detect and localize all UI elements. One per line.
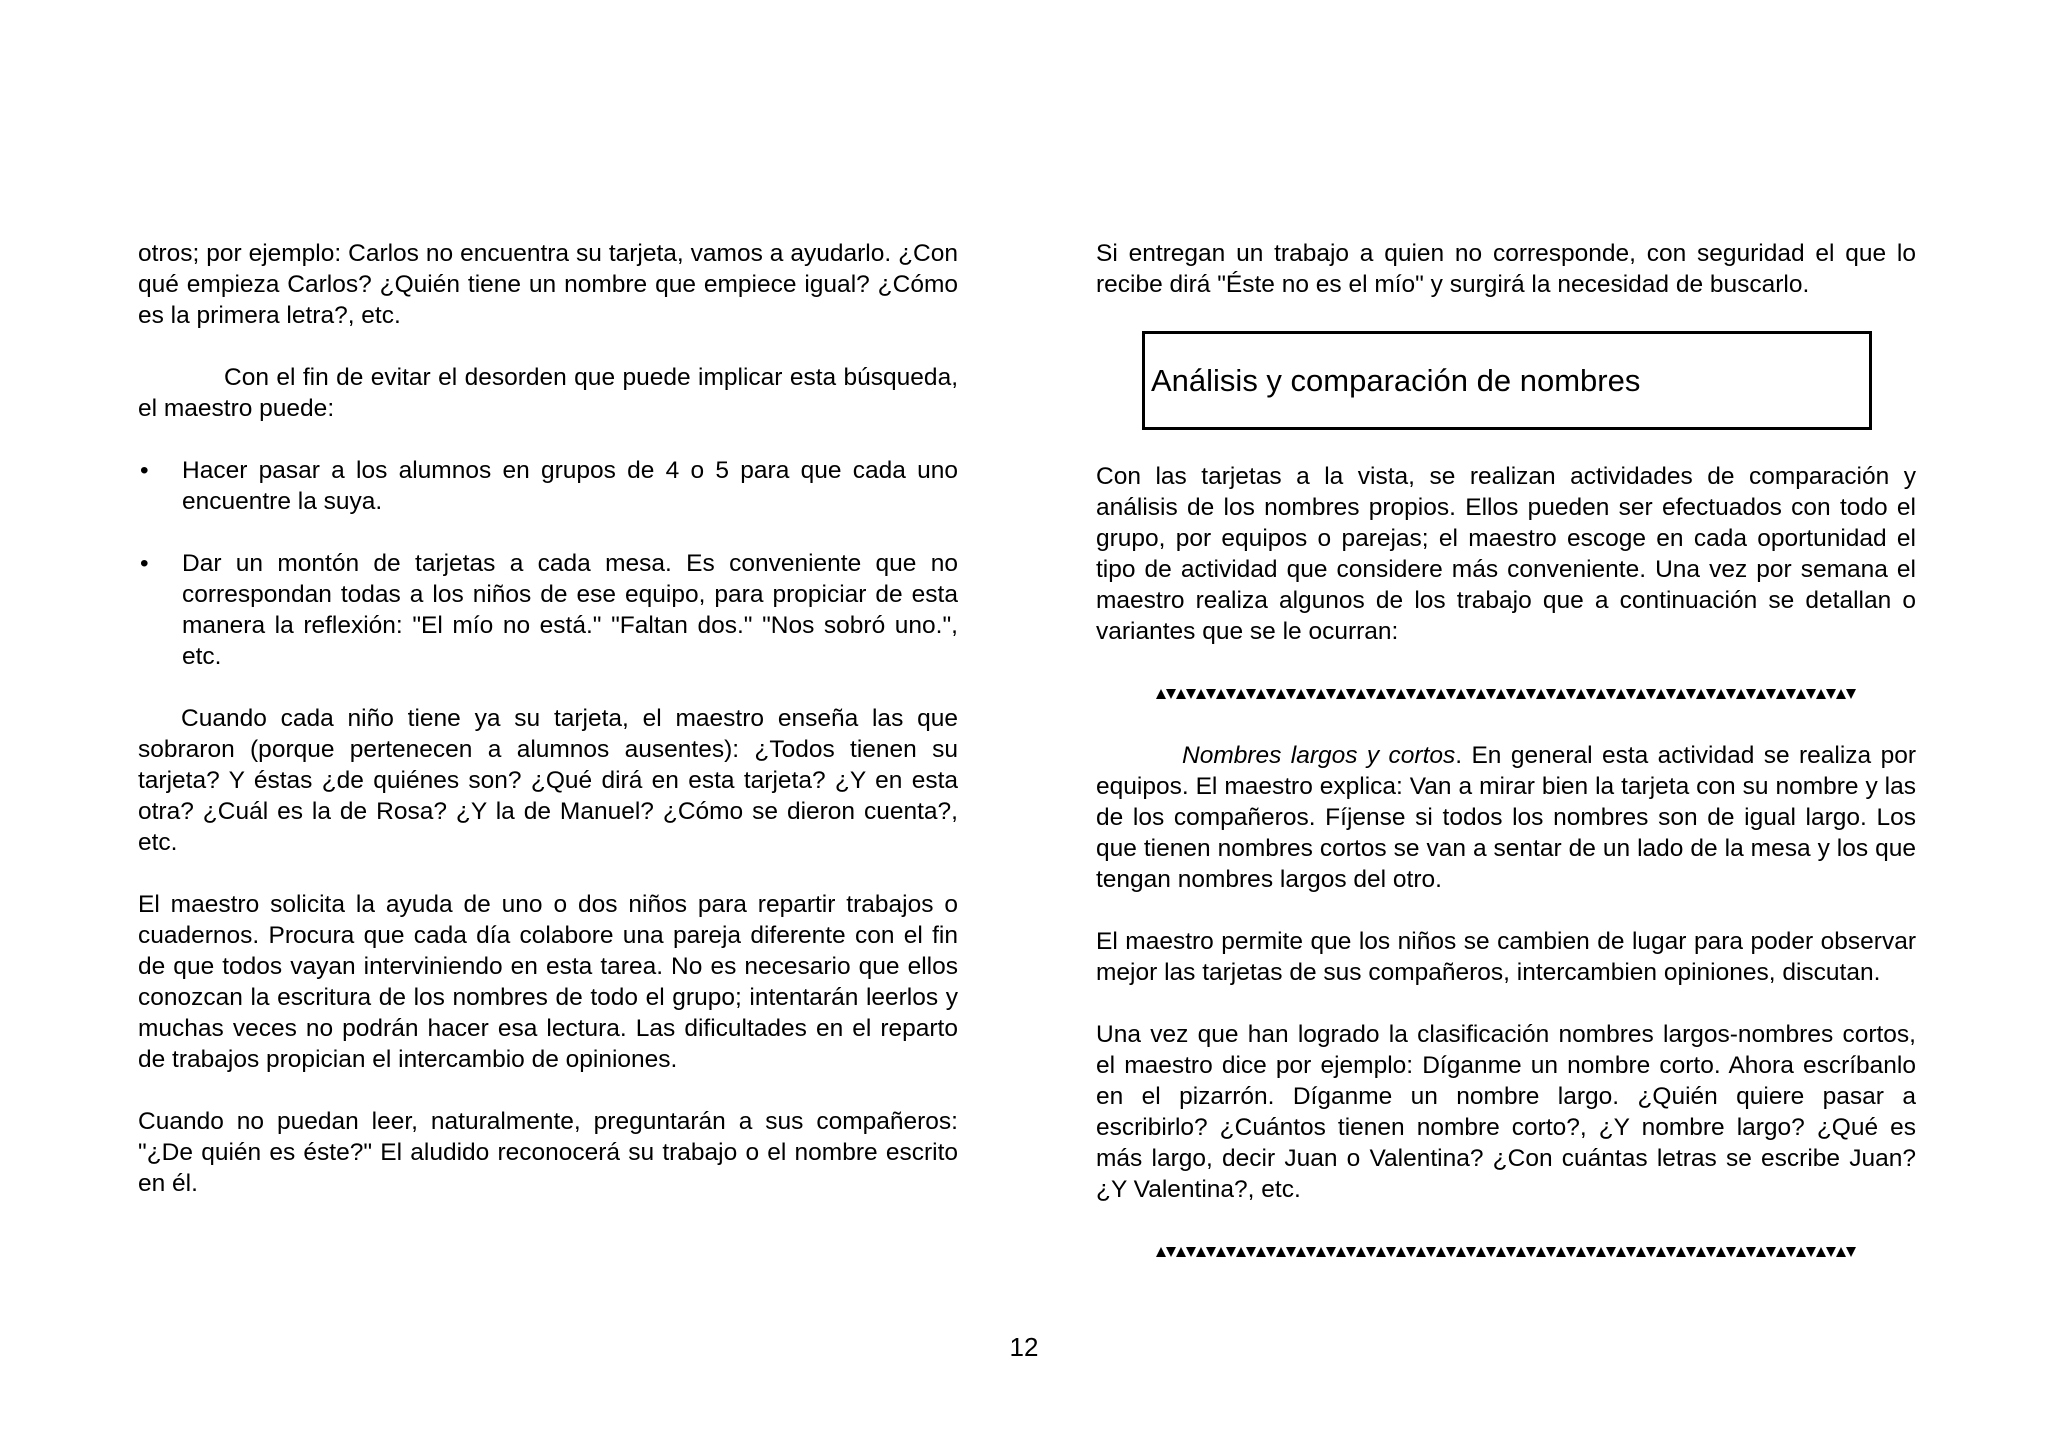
divider-triangle <box>1156 1247 1166 1257</box>
divider-triangle <box>1676 1247 1686 1257</box>
list-item-text: Dar un montón de tarjetas a cada mesa. Es conveniente que no correspondan todas a los niños de ese equipo, para propiciar de esta manera la reflexión: "El mío no está." "Faltan dos." "Nos sobró uno.", etc. <box>182 550 958 670</box>
divider-triangle <box>1236 689 1246 699</box>
divider-triangle <box>1196 1247 1206 1257</box>
divider-triangle <box>1496 1247 1506 1257</box>
divider-triangle <box>1296 689 1306 699</box>
alternating-triangles-divider-icon <box>1096 1236 1916 1267</box>
divider-triangle <box>1336 1247 1346 1257</box>
list-item-text: Hacer pasar a los alumnos en grupos de 4 o 5 para que cada uno encuentre la suya. <box>182 457 958 515</box>
divider-triangle <box>1326 689 1336 699</box>
divider-triangle <box>1206 689 1216 699</box>
divider-triangle <box>1566 1247 1576 1257</box>
divider-triangle <box>1716 1247 1726 1257</box>
divider-triangle <box>1826 1247 1836 1257</box>
divider-triangle <box>1486 1247 1496 1257</box>
divider-triangle <box>1426 1247 1436 1257</box>
divider-triangle <box>1466 1247 1476 1257</box>
divider-triangle <box>1476 689 1486 699</box>
divider-triangle <box>1156 689 1166 699</box>
divider-triangle <box>1226 689 1236 699</box>
paragraph-comparison-intro: Con las tarjetas a la vista, se realizan actividades de comparación y análisis de los nombres propios. Ellos pueden ser efectuados con todo el grupo, por equipos o parejas; el maestro escoge en cada oportunidad el tipo de actividad que considere más conveniente. Una vez por semana el maestro realiza algunos de los trabajo que a continuación se detallan o variantes que se le ocurran: <box>1096 463 1916 645</box>
divider-triangle <box>1646 1247 1656 1257</box>
divider-triangle <box>1266 1247 1276 1257</box>
divider-triangle <box>1726 1247 1736 1257</box>
divider-triangle <box>1176 689 1186 699</box>
divider-triangle <box>1396 1247 1406 1257</box>
divider-triangle <box>1766 1247 1776 1257</box>
divider-triangle <box>1656 1247 1666 1257</box>
divider-triangle <box>1226 1247 1236 1257</box>
divider-triangle <box>1516 689 1526 699</box>
divider-triangle <box>1526 1247 1536 1257</box>
divider-triangle <box>1696 1247 1706 1257</box>
divider-triangle <box>1166 689 1176 699</box>
divider-triangle <box>1436 1247 1446 1257</box>
divider-triangle <box>1436 689 1446 699</box>
divider-triangle <box>1816 1247 1826 1257</box>
divider-triangle <box>1546 1247 1556 1257</box>
divider-triangle <box>1676 689 1686 699</box>
divider-triangle <box>1636 689 1646 699</box>
divider-triangle <box>1506 689 1516 699</box>
divider-triangle <box>1626 1247 1636 1257</box>
paragraph-continuation: otros; por ejemplo: Carlos no encuentra su tarjeta, vamos a ayudarlo. ¿Con qué empieza Carlos? ¿Quién tiene un nombre que empiece igual? ¿Cómo es la primera letra?, etc. <box>138 240 958 329</box>
divider-triangle <box>1796 689 1806 699</box>
divider-triangle <box>1516 1247 1526 1257</box>
divider-triangle <box>1246 1247 1256 1257</box>
divider-triangle <box>1626 689 1636 699</box>
divider-triangle <box>1846 689 1856 699</box>
paragraph-long-short-names <box>1096 740 1916 895</box>
divider-triangle <box>1346 1247 1356 1257</box>
divider-triangle <box>1646 689 1656 699</box>
divider-triangle <box>1616 689 1626 699</box>
divider-triangle <box>1786 1247 1796 1257</box>
divider-triangle <box>1306 1247 1316 1257</box>
divider-triangle <box>1376 1247 1386 1257</box>
divider-triangle <box>1736 1247 1746 1257</box>
divider-triangle <box>1726 689 1736 699</box>
divider-triangle <box>1316 689 1326 699</box>
paragraph-classification: Una vez que han logrado la clasificación nombres largos-nombres cortos, el maestro dice por ejemplo: Díganme un nombre corto. Ahora escríbanlo en el pizarrón. Díganme un nombre largo. ¿Quién quiere pasar a escribirlo? ¿Cuántos tienen nombre corto?, ¿Y nombre largo? ¿Qué es más largo, decir Juan o Valentina? ¿Con cuántas letras se escribe Juan? ¿Y Valentina?, etc. <box>1096 1021 1916 1203</box>
divider-triangle <box>1216 689 1226 699</box>
divider-triangle <box>1826 689 1836 699</box>
divider-triangle <box>1406 689 1416 699</box>
list-item <box>138 455 958 517</box>
alternating-triangles-divider-icon <box>1096 678 1916 709</box>
paragraph-leftover-cards: Cuando cada niño tiene ya su tarjeta, el maestro enseña las que sobraron (porque pertenecen a alumnos ausentes): ¿Todos tienen su tarjeta? Y éstas ¿de quiénes son? ¿Qué dirá en esta tarjeta? ¿Y en esta otra? ¿Cuál es la de Rosa? ¿Y la de Manuel? ¿Cómo se dieron cuenta?, etc. <box>138 705 958 856</box>
divider-triangle <box>1526 689 1536 699</box>
divider-triangle <box>1196 689 1206 699</box>
divider-triangle <box>1186 1247 1196 1257</box>
divider-triangle <box>1266 689 1276 699</box>
divider-triangle <box>1446 1247 1456 1257</box>
divider-triangle <box>1606 689 1616 699</box>
divider-triangle <box>1286 689 1296 699</box>
divider-triangle <box>1736 689 1746 699</box>
activity-description: . En general esta actividad se realiza por equipos. El maestro explica: Van a mirar bien la tarjeta con su nombre y las de los compañeros. Fíjense si todos los nombres son de igual largo. Los que tienen nombres cortos se van a sentar de un lado de la mesa y los que tengan nombres largos del otro. <box>1096 742 1916 893</box>
divider-triangle <box>1586 1247 1596 1257</box>
divider-triangle <box>1296 1247 1306 1257</box>
divider-triangle <box>1786 689 1796 699</box>
list-item <box>138 548 958 672</box>
divider-triangle <box>1536 689 1546 699</box>
bullet-icon: • <box>140 550 149 577</box>
divider-triangle <box>1636 1247 1646 1257</box>
divider-triangle <box>1276 689 1286 699</box>
divider-triangle <box>1716 689 1726 699</box>
divider-triangle <box>1616 1247 1626 1257</box>
divider-triangle <box>1706 689 1716 699</box>
bullet-list <box>138 455 958 672</box>
divider-triangle <box>1506 1247 1516 1257</box>
divider-triangle <box>1466 689 1476 699</box>
divider-triangle <box>1356 689 1366 699</box>
divider-triangle <box>1336 689 1346 699</box>
divider-triangle <box>1396 689 1406 699</box>
divider-triangle <box>1256 689 1266 699</box>
divider-triangle <box>1836 689 1846 699</box>
page-number: 12 <box>1009 1332 1039 1362</box>
divider-triangle <box>1216 1247 1226 1257</box>
right-column <box>1096 238 1916 1298</box>
divider-triangle <box>1456 689 1466 699</box>
divider-triangle <box>1756 1247 1766 1257</box>
divider-triangle <box>1596 689 1606 699</box>
divider-triangle <box>1566 689 1576 699</box>
paragraph-cannot-read: Cuando no puedan leer, naturalmente, preguntarán a sus compañeros: "¿De quién es éste?" El aludido reconocerá su trabajo o el nombre escrito en él. <box>138 1108 958 1197</box>
divider-triangle <box>1446 689 1456 699</box>
divider-triangle <box>1696 689 1706 699</box>
divider-triangle <box>1806 1247 1816 1257</box>
divider-triangle <box>1256 1247 1266 1257</box>
divider-triangle <box>1556 1247 1566 1257</box>
divider-triangle <box>1576 1247 1586 1257</box>
divider-triangle <box>1666 689 1676 699</box>
divider-triangle <box>1586 689 1596 699</box>
divider-triangle <box>1686 689 1696 699</box>
divider-triangle <box>1416 1247 1426 1257</box>
divider-triangle <box>1746 689 1756 699</box>
divider-triangle <box>1286 1247 1296 1257</box>
divider-triangle <box>1706 1247 1716 1257</box>
paragraph-wrong-delivery: Si entregan un trabajo a quien no corresponde, con seguridad el que lo recibe dirá "Éste no es el mío" y surgirá la necesidad de buscarlo. <box>1096 240 1916 298</box>
divider-triangle <box>1376 689 1386 699</box>
divider-triangle <box>1806 689 1816 699</box>
divider-triangle <box>1846 1247 1856 1257</box>
divider-triangle <box>1306 689 1316 699</box>
divider-triangle <box>1666 1247 1676 1257</box>
divider-triangle <box>1176 1247 1186 1257</box>
paragraph-avoid-disorder: Con el fin de evitar el desorden que puede implicar esta búsqueda, el maestro puede: <box>138 364 958 422</box>
divider-triangle <box>1276 1247 1286 1257</box>
divider-triangle <box>1816 689 1826 699</box>
divider-triangle <box>1366 689 1376 699</box>
paragraph-change-places: El maestro permite que los niños se cambien de lugar para poder observar mejor las tarjetas de sus compañeros, intercambien opiniones, discutan. <box>1096 928 1916 986</box>
divider-triangle <box>1606 1247 1616 1257</box>
divider-triangle <box>1166 1247 1176 1257</box>
divider-triangle <box>1386 689 1396 699</box>
divider-triangle <box>1576 689 1586 699</box>
divider-triangle <box>1326 1247 1336 1257</box>
divider-triangle <box>1656 689 1666 699</box>
divider-triangle <box>1776 689 1786 699</box>
divider-triangle <box>1796 1247 1806 1257</box>
divider-triangle <box>1236 1247 1246 1257</box>
divider-triangle <box>1406 1247 1416 1257</box>
divider-triangle <box>1186 689 1196 699</box>
divider-triangle <box>1756 689 1766 699</box>
divider-triangle <box>1206 1247 1216 1257</box>
divider-triangle <box>1596 1247 1606 1257</box>
divider-triangle <box>1246 689 1256 699</box>
divider-triangle <box>1346 689 1356 699</box>
divider-triangle <box>1426 689 1436 699</box>
divider-triangle <box>1546 689 1556 699</box>
paragraph-helpers: El maestro solicita la ayuda de uno o dos niños para repartir trabajos o cuadernos. Procura que cada día colabore una pareja diferente con el fin de que todos vayan interviniendo en esta tarea. No es necesario que ellos conozcan la escritura de los nombres de todo el grupo; intentarán leerlos y muchas veces no podrán hacer esa lectura. Las dificultades en el reparto de trabajos propician el intercambio de opiniones. <box>138 891 958 1073</box>
divider-triangle <box>1486 689 1496 699</box>
left-column <box>138 238 958 1230</box>
divider-triangle <box>1456 1247 1466 1257</box>
divider-triangle <box>1836 1247 1846 1257</box>
section-title: Análisis y comparación de nombres <box>1151 362 1641 398</box>
divider-triangle <box>1356 1247 1366 1257</box>
divider-triangle <box>1386 1247 1396 1257</box>
activity-title: Nombres largos y cortos <box>1182 742 1456 769</box>
divider-triangle <box>1416 689 1426 699</box>
section-heading-box <box>1142 331 1872 430</box>
divider-triangle <box>1776 1247 1786 1257</box>
divider-triangle <box>1536 1247 1546 1257</box>
bullet-icon: • <box>140 457 149 484</box>
divider-triangle <box>1766 689 1776 699</box>
divider-triangle <box>1556 689 1566 699</box>
divider-triangle <box>1746 1247 1756 1257</box>
divider-triangle <box>1316 1247 1326 1257</box>
divider-triangle <box>1476 1247 1486 1257</box>
divider-triangle <box>1366 1247 1376 1257</box>
divider-triangle <box>1496 689 1506 699</box>
divider-triangle <box>1686 1247 1696 1257</box>
